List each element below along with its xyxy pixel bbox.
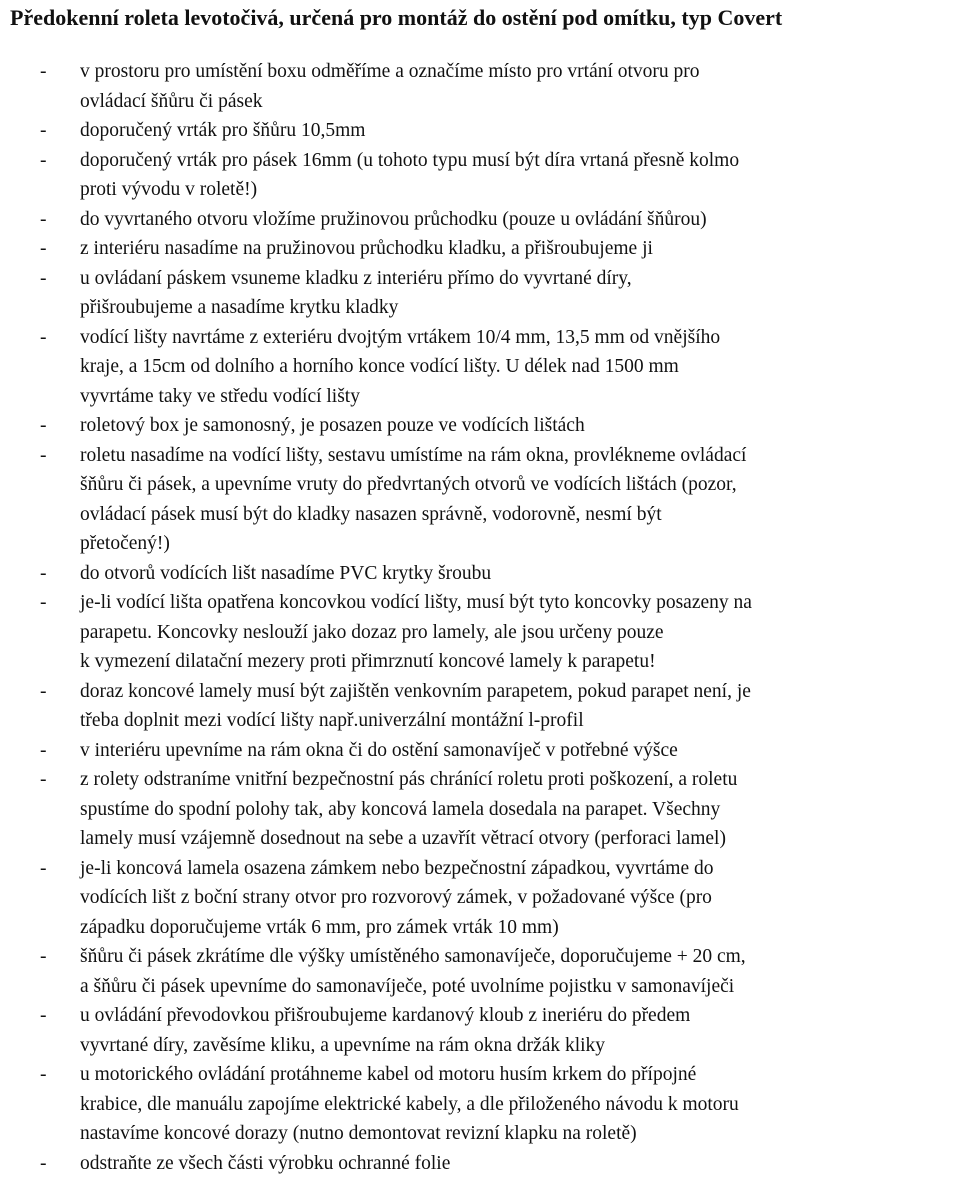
- bullet-dash: -: [40, 736, 47, 766]
- list-item-text: je-li vodící lišta opatřena koncovkou vodící lišty, musí být tyto koncovky posazeny na parapetu. Koncovky neslouží jako dozaz pro lamely, ale jsou určeny pouze k vymezení dilatační mezery proti přimrznutí koncové lamely k parapetu!: [80, 592, 752, 672]
- list-item: [0, 1001, 960, 1060]
- bullet-dash: -: [40, 323, 47, 353]
- list-item-text: u motorického ovládání protáhneme kabel od motoru husím krkem do přípojné krabice, dle manuálu zapojíme elektrické kabely, a dle přiloženého návodu k motoru nastavíme koncové dorazy (nutno demontovat revizní klapku na roletě): [80, 1064, 739, 1144]
- list-item: [0, 264, 960, 323]
- bullet-dash: -: [40, 1149, 47, 1178]
- document-title: Předokenní roleta levotočivá, určená pro montáž do ostění pod omítku, typ Covert: [10, 5, 782, 31]
- list-item: [0, 57, 960, 116]
- bullet-dash: -: [40, 1060, 47, 1090]
- list-item-text: roletový box je samonosný, je posazen pouze ve vodících lištách: [80, 415, 585, 436]
- list-item: [0, 1149, 960, 1178]
- list-item: [0, 854, 960, 943]
- bullet-dash: -: [40, 234, 47, 264]
- list-item: [0, 942, 960, 1001]
- list-item-text: do vyvrtaného otvoru vložíme pružinovou průchodku (pouze u ovládání šňůrou): [80, 209, 707, 230]
- bullet-dash: -: [40, 205, 47, 235]
- list-item: [0, 205, 960, 235]
- bullet-dash: -: [40, 441, 47, 471]
- list-item-text: u ovládání převodovkou přišroubujeme kardanový kloub z ineriéru do předem vyvrtané díry, zavěsíme kliku, a upevníme na rám okna držák kliky: [80, 1005, 690, 1056]
- bullet-dash: -: [40, 116, 47, 146]
- bullet-dash: -: [40, 677, 47, 707]
- list-item-text: u ovládaní páskem vsuneme kladku z interiéru přímo do vyvrtané díry, přišroubujeme a nasadíme krytku kladky: [80, 268, 632, 319]
- list-item-text: doraz koncové lamely musí být zajištěn venkovním parapetem, pokud parapet není, je třeba doplnit mezi vodící lišty např.univerzální montážní l-profil: [80, 681, 751, 732]
- list-item-text: z rolety odstraníme vnitřní bezpečnostní pás chránící roletu proti poškození, a roletu spustíme do spodní polohy tak, aby koncová lamela dosedala na parapet. Všechny lamely musí vzájemně dosednout na sebe a uzavřít větrací otvory (perforaci lamel): [80, 769, 737, 849]
- list-item: [0, 234, 960, 264]
- list-item: [0, 1060, 960, 1149]
- list-item-text: vodící lišty navrtáme z exteriéru dvojtým vrtákem 10/4 mm, 13,5 mm od vnějšího kraje, a 15cm od dolního a horního konce vodící lišty. U délek nad 1500 mm vyvrtáme taky ve středu vodící lišty: [80, 327, 720, 407]
- list-item: [0, 146, 960, 205]
- list-item: [0, 677, 960, 736]
- bullet-dash: -: [40, 146, 47, 176]
- list-item: [0, 441, 960, 559]
- list-item: [0, 736, 960, 766]
- list-item: [0, 559, 960, 589]
- list-item-text: z interiéru nasadíme na pružinovou průchodku kladku, a přišroubujeme ji: [80, 238, 653, 259]
- bullet-dash: -: [40, 942, 47, 972]
- list-item-text: šňůru či pásek zkrátíme dle výšky umístěného samonavíječe, doporučujeme + 20 cm, a šňůru či pásek upevníme do samonavíječe, poté uvolníme pojistku v samonavíječi: [80, 946, 746, 997]
- bullet-dash: -: [40, 765, 47, 795]
- instruction-list: [0, 57, 960, 1178]
- list-item: [0, 323, 960, 412]
- list-item-text: doporučený vrták pro šňůru 10,5mm: [80, 120, 365, 141]
- list-item: [0, 765, 960, 854]
- list-item-text: doporučený vrták pro pásek 16mm (u tohoto typu musí být díra vrtaná přesně kolmo proti vývodu v roletě!): [80, 150, 739, 201]
- list-item: [0, 411, 960, 441]
- list-item-text: v prostoru pro umístění boxu odměříme a označíme místo pro vrtání otvoru pro ovládací šňůru či pásek: [80, 61, 700, 112]
- bullet-dash: -: [40, 854, 47, 884]
- list-item-text: odstraňte ze všech části výrobku ochranné folie: [80, 1153, 450, 1174]
- bullet-dash: -: [40, 1001, 47, 1031]
- list-item-text: v interiéru upevníme na rám okna či do ostění samonavíječ v potřebné výšce: [80, 740, 678, 761]
- list-item-text: je-li koncová lamela osazena zámkem nebo bezpečnostní západkou, vyvrtáme do vodících lišt z boční strany otvor pro rozvorový zámek, v požadované výšce (pro západku doporučujeme vrták 6 mm, pro zámek vrták 10 mm): [80, 858, 714, 938]
- bullet-dash: -: [40, 264, 47, 294]
- bullet-dash: -: [40, 588, 47, 618]
- bullet-dash: -: [40, 57, 47, 87]
- list-item-text: roletu nasadíme na vodící lišty, sestavu umístíme na rám okna, provlékneme ovládací šňůru či pásek, a upevníme vruty do předvrtaných otvorů ve vodících lištách (pozor, ovládací pásek musí být do kladky nasazen správně, vodorovně, nesmí být přetočený!): [80, 445, 746, 555]
- list-item-text: do otvorů vodících lišt nasadíme PVC krytky šroubu: [80, 563, 491, 584]
- list-item: [0, 588, 960, 677]
- bullet-dash: -: [40, 411, 47, 441]
- bullet-dash: -: [40, 559, 47, 589]
- list-item: [0, 116, 960, 146]
